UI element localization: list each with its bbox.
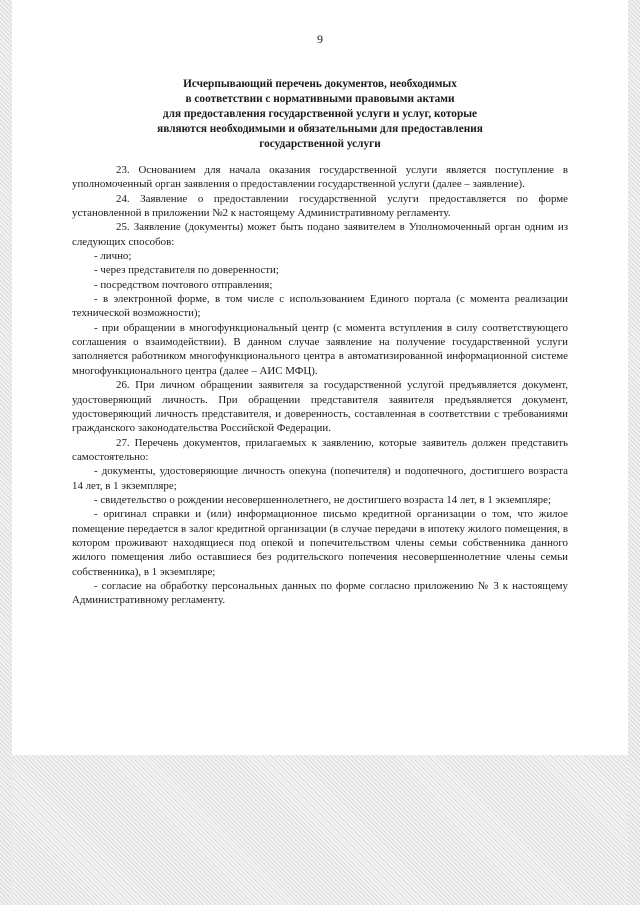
list-item: - через представителя по доверенности; [94,264,279,277]
list-item: - документы, удостоверяющие личность опекуна (попечителя) и подопечного, достигшего возраста 14 лет, в 1 экземпляре; [72,465,568,492]
paragraph-27: 27. Перечень документов, прилагаемых к заявлению, которые заявитель должен представить самостоятельно: [72,436,568,463]
document-body [72,163,568,608]
paragraph-25: 25. Заявление (документы) может быть подано заявителем в Уполномоченный орган одним из следующих способов: [72,221,568,248]
list-item: - при обращении в многофункциональный центр (с момента вступления в силу соответствующего соглашения о взаимодействии). В данном случае заявление на получение государственной услуги заполняется работником многофункционального центра в автоматизированной информационной системе многофункционального центра (далее – АИС МФЦ). [72,321,568,377]
heading-line: в соответствии с нормативными правовыми актами [185,93,455,105]
list-item: - оригинал справки и (или) информационное письмо кредитной организации о том, что жилое помещение передается в залог кредитной организации (в случае передачи в ипотеку жилого помещения, в котором проживают находящиеся под опекой и попечительством члены семьи собственника данного жилого помещения либо оставшиеся без родительского попечения несовершеннолетние члены семьи собственника), в 1 экземпляре; [72,508,568,578]
list-item: - свидетельство о рождении несовершеннолетнего, не достигшего возраста 14 лет, в 1 экземпляре; [94,493,551,506]
heading-line: являются необходимыми и обязательными для предоставления [157,123,483,135]
scan-bottom-area [12,755,628,905]
page-number: 9 [317,32,323,46]
heading-line: Исчерпывающий перечень документов, необходимых [183,78,457,90]
paragraph-26: 26. При личном обращении заявителя за государственной услугой предъявляется документ, удостоверяющий личность. При обращении представителя заявителя предъявляется документ, удостоверяющий личность представителя, и доверенность, составленная в соответствии с требованиями гражданского законодательства Российской Федерации. [72,379,568,435]
paragraph-24: 24. Заявление о предоставлении государственной услуги предоставляется по форме установленной в приложении №2 к настоящему Административному регламенту. [72,192,568,220]
section-heading [82,77,558,152]
heading-line: государственной услуги [259,138,381,150]
list-item: - лично; [94,250,132,263]
list-item: - согласие на обработку персональных данных по форме согласно приложению № 3 к настоящему Административному регламенту. [72,579,568,607]
list-item: - посредством почтового отправления; [94,278,273,291]
scan-border-right [628,0,640,905]
list-item: - в электронной форме, в том числе с использованием Единого портала (с момента реализации технической возможности); [72,293,568,320]
paragraph-23: 23. Основанием для начала оказания государственной услуги является поступление в уполномоченный орган заявления о предоставлении государственной услуги (далее – заявление). [72,164,568,191]
scan-border-left [0,0,12,905]
heading-line: для предоставления государственной услуги и услуг, которые [162,108,478,120]
document-page [72,0,568,755]
